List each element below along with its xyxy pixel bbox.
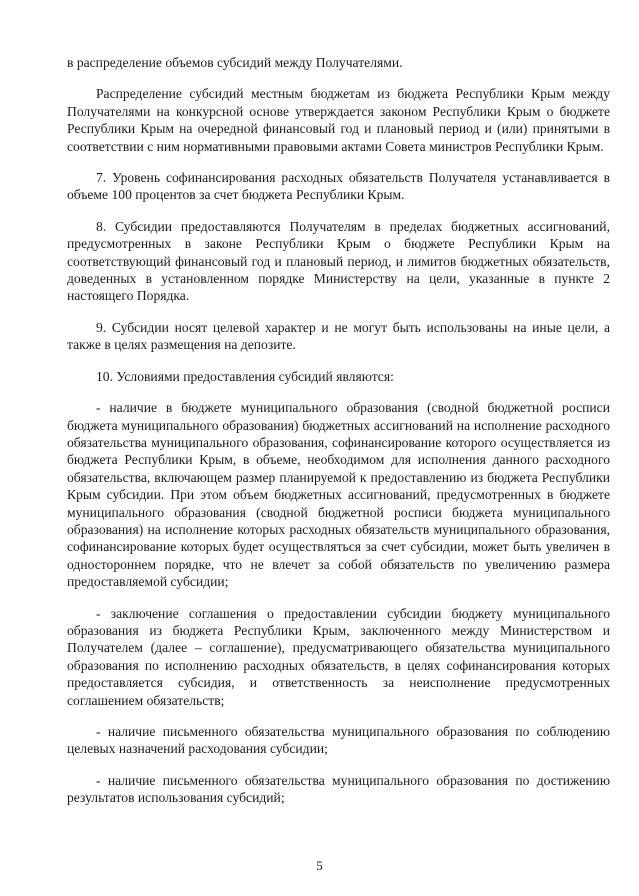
list-item-agreement: - заключение соглашения о предоставлении субсидии бюджету муниципального образования из бюджета Республики Крым, заключенного между Министерством и Получателем (далее – соглашение), предусматривающего обязательства муниципального образования по исполнению расходных обязательств, в целях софинансирования которых предоставляется субсидия, и ответственность за неисполнение предусмотренных соглашением обязательств;	[67, 605, 610, 708]
list-item-targeted-use-obligation: - наличие письменного обязательства муниципального образования по соблюдению целевых назначений расходования субсидии;	[67, 724, 610, 757]
document-body	[67, 54, 610, 821]
paragraph-item-8: 8. Субсидии предоставляются Получателям в пределах бюджетных ассигнований, предусмотренных в законе Республики Крым о бюджете Республики Крым на соответствующий финансовый год и плановый период, и лимитов бюджетных обязательств, доведенных в установленном порядке Министерству на цели, указанные в пункте 2 настоящего Порядка.	[67, 218, 610, 304]
paragraph-item-7: 7. Уровень софинансирования расходных обязательств Получателя устанавливается в объеме 100 процентов за счет бюджета Республики Крым.	[67, 170, 610, 203]
page-number: 5	[316, 858, 323, 873]
paragraph-item-10: 10. Условиями предоставления субсидий являются:	[96, 368, 394, 384]
paragraph-continuation: в распределение объемов субсидий между Получателями.	[67, 55, 403, 70]
paragraph-distribution: Распределение субсидий местным бюджетам из бюджета Республики Крым между Получателями на конкурсной основе утверждается законом Республики Крым о бюджете Республики Крым на очередной финансовый год и плановый период и (или) принятыми в соответствии с ним нормативными правовыми актами Совета министров Республики Крым.	[67, 86, 610, 154]
list-item-budget-allocation: - наличие в бюджете муниципального образования (сводной бюджетной росписи бюджета муниципального образования) бюджетных ассигнований на исполнение расходного обязательства муниципального образования, софинансирование которого осуществляется из бюджета Республики Крым, в объеме, необходимом для исполнения данного расходного обязательства, включающем размер планируемой к предоставлению из бюджета Республики Крым субсидии. При этом объем бюджетных ассигнований, предусмотренных в бюджете муниципального образования (сводной бюджетной росписи бюджета муниципального образования) на исполнение которых расходных обязательств муниципального образования, софинансирование которых будет осуществляться за счет субсидии, может быть увеличен в одностороннем порядке, что не влечет за собой обязательств по увеличению размера предоставляемой субсидии;	[67, 400, 610, 590]
list-item-results-obligation: - наличие письменного обязательства муниципального образования по достижению результатов использования субсидий;	[67, 772, 610, 806]
paragraph-item-9: 9. Субсидии носят целевой характер и не могут быть использованы на иные цели, а также в целях размещения на депозите.	[67, 319, 610, 353]
